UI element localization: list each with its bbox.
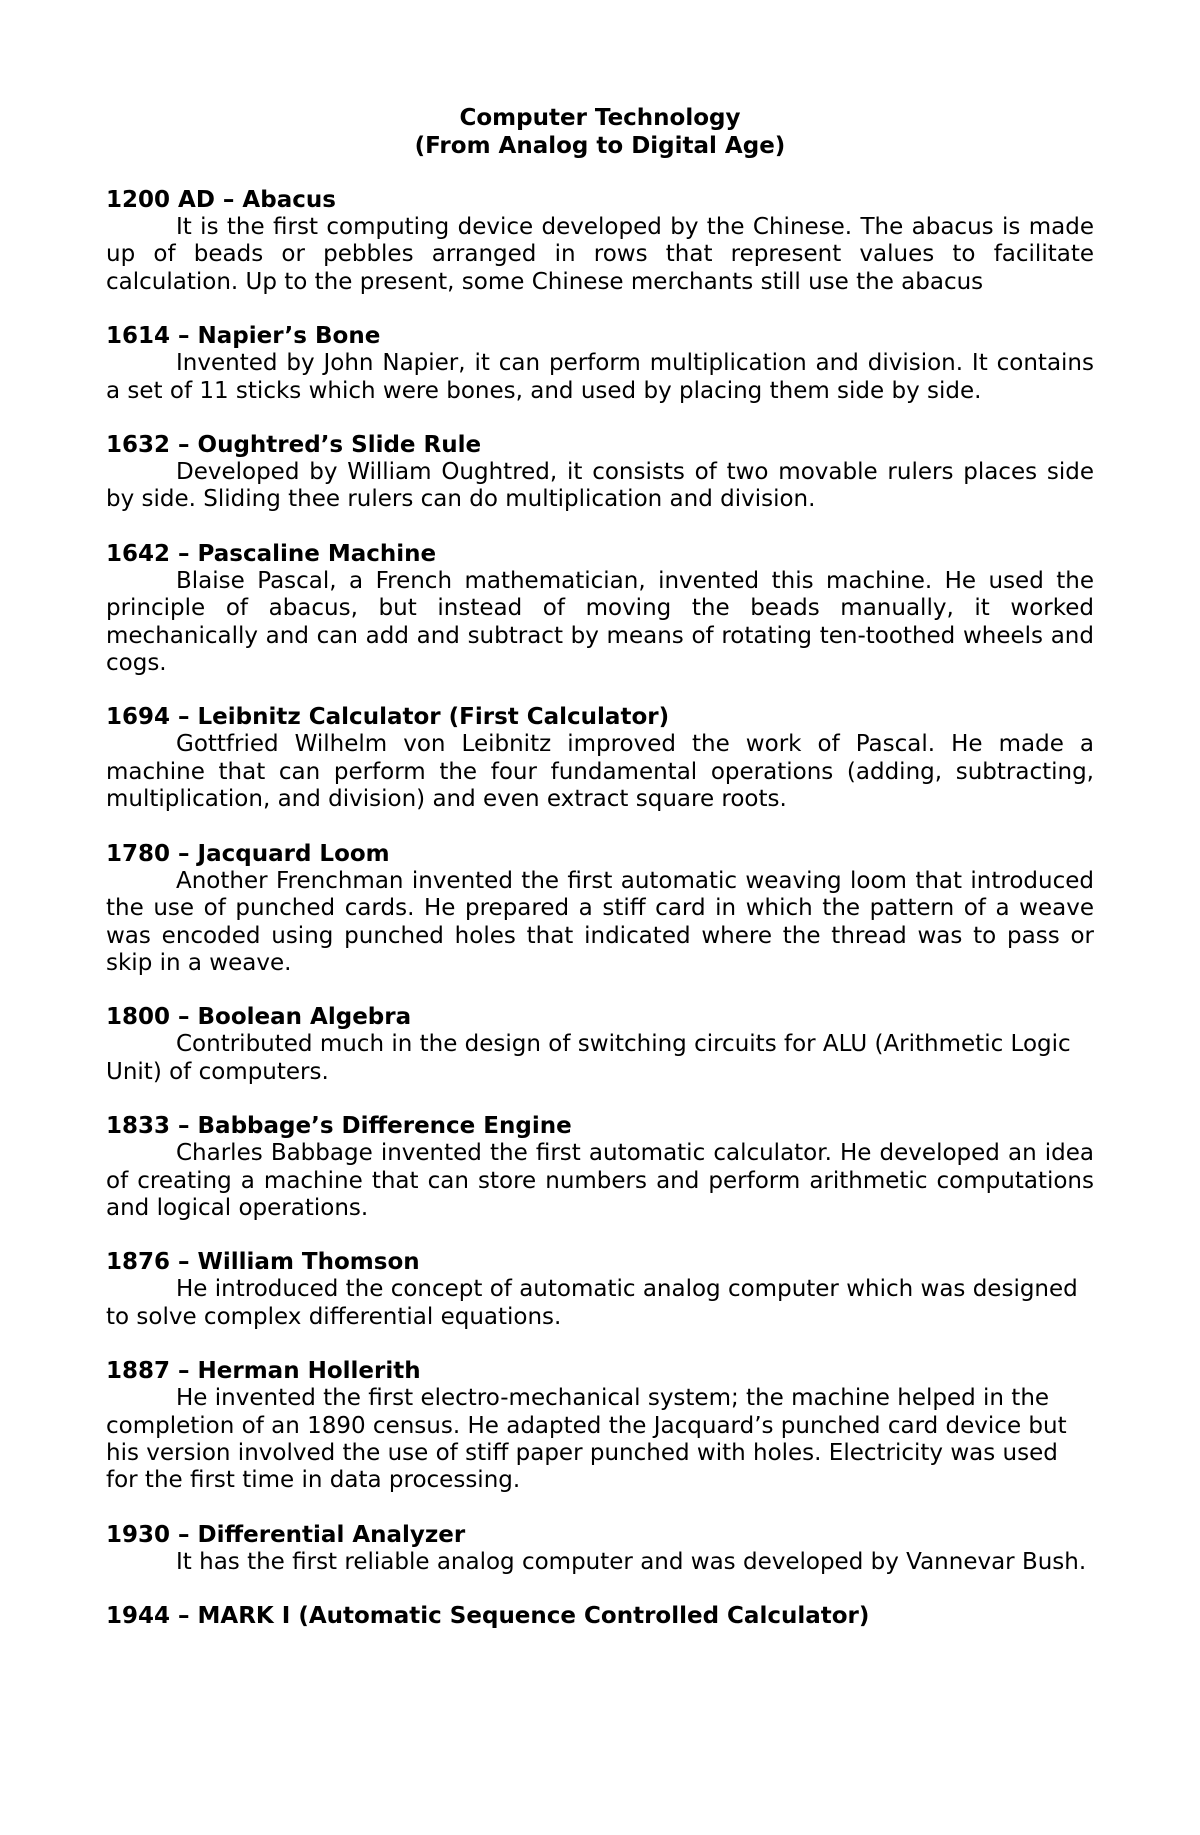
timeline-entry-mark-i (106, 1603, 1094, 1630)
timeline-entry-william-thomson (106, 1249, 1094, 1331)
timeline-entry-pascaline (106, 541, 1094, 678)
entry-heading: 1642 – Pascaline Machine (106, 540, 437, 567)
entry-body: Blaise Pascal, a French mathematician, invented this machine. He used the principle of abacus, but instead of moving the beads manually, it worked mechanically and can add and subtract by means of rotating ten-toothed wheels and cogs. (106, 567, 1094, 677)
entry-heading: 1632 – Oughtred’s Slide Rule (106, 432, 482, 459)
entry-body: Contributed much in the design of switching circuits for ALU (Arithmetic Logic Unit) of computers. (106, 1031, 1071, 1085)
timeline-entry-slide-rule (106, 432, 1094, 514)
entry-heading: 1200 AD – Abacus (106, 187, 336, 213)
entry-heading: 1614 – Napier’s Bone (106, 323, 381, 350)
entry-body: Charles Babbage invented the first automatic calculator. He developed an idea of creating a machine that can store numbers and perform arithmetic computations and logical operations. (106, 1140, 1094, 1221)
entry-heading: 1887 – Herman Hollerith (106, 1358, 421, 1385)
entry-heading: 1944 – MARK I (Automatic Sequence Controlled Calculator) (106, 1603, 870, 1630)
entry-body: He invented the first electro-mechanical system; the machine helped in the completion of an 1890 census. He adapted the Jacquard’s punched card device but his version involved the use of stiff paper punched with holes. Electricity was used for the first time in data processing. (106, 1385, 1067, 1494)
entry-body: It has the first reliable analog computer and was developed by Vannevar Bush. (176, 1548, 1087, 1575)
entry-body: It is the first computing device developed by the Chinese. The abacus is made up of beads or pebbles arranged in rows that represent values to facilitate calculation. Up to the present, some Chinese merchants still use the abacus (106, 214, 1094, 295)
entry-heading: 1800 – Boolean Algebra (106, 1004, 412, 1031)
entry-heading: 1780 – Jacquard Loom (106, 840, 390, 867)
document-title: Computer Technology (459, 105, 741, 131)
document-page (106, 104, 1094, 1657)
entry-body: Another Frenchman invented the first automatic weaving loom that introduced the use of punched cards. He prepared a stiff card in which the pattern of a weave was encoded using punched holes that indicated where the thread was to pass or skip in a weave. (106, 867, 1094, 976)
entry-body: Gottfried Wilhelm von Leibnitz improved the work of Pascal. He made a machine that can perform the four fundamental operations (adding, subtracting, multiplication, and division) and even extract square roots. (106, 731, 1094, 813)
entry-body: Developed by William Oughtred, it consists of two movable rulers places side by side. Sliding thee rulers can do multiplication and division. (106, 459, 1094, 513)
timeline-entry-difference-engine (106, 1113, 1094, 1222)
timeline-entry-napiers-bone (106, 323, 1094, 405)
entry-body: He introduced the concept of automatic analog computer which was designed to solve complex differential equations. (106, 1276, 1078, 1330)
timeline-entry-differential-analyzer (106, 1522, 1094, 1576)
timeline-entry-leibnitz (106, 704, 1094, 813)
entry-heading: 1833 – Babbage’s Difference Engine (106, 1113, 572, 1140)
timeline-entry-jacquard-loom (106, 841, 1094, 978)
timeline-entry-herman-hollerith (106, 1358, 1094, 1495)
entry-heading: 1930 – Differential Analyzer (106, 1521, 466, 1548)
timeline-entry-boolean-algebra (106, 1004, 1094, 1086)
entry-body: Invented by John Napier, it can perform multiplication and division. It contains a set of 11 sticks which were bones, and used by placing them side by side. (106, 350, 1094, 404)
timeline-entry-abacus (106, 187, 1094, 296)
document-subtitle: (From Analog to Digital Age) (414, 133, 786, 159)
entry-heading: 1694 – Leibnitz Calculator (First Calculator) (106, 704, 670, 731)
entry-heading: 1876 – William Thomson (106, 1249, 420, 1276)
